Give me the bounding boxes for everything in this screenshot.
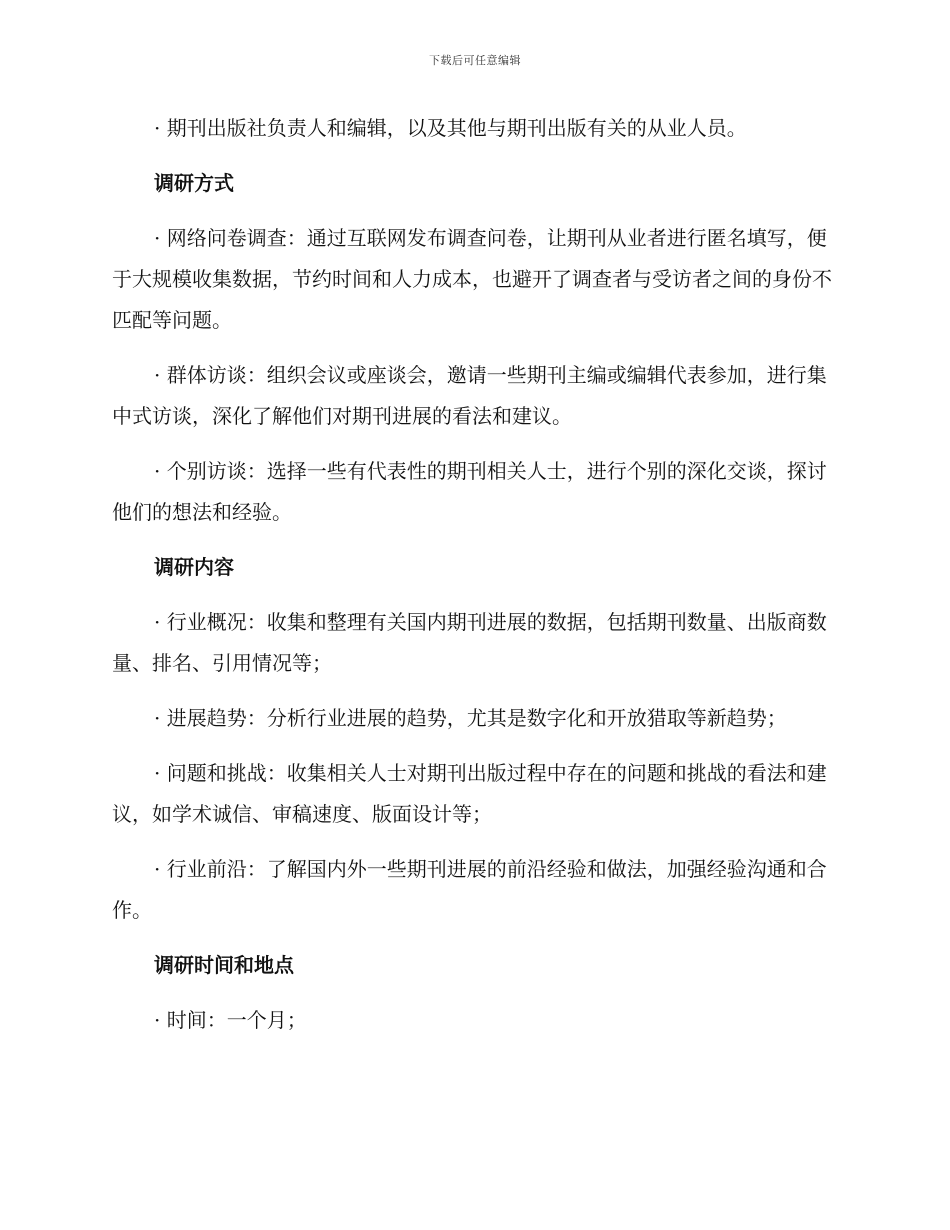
spacer	[112, 739, 832, 753]
paragraph-problems-challenges: · 问题和挑战：收集相关人士对期刊出版过程中存在的问题和挑战的看法和建议，如学术诚信、审稿速度、版面设计等；	[112, 761, 827, 826]
spacer	[112, 204, 832, 218]
paragraph-individual-interview: · 个别访谈：选择一些有代表性的期刊相关人士，进行个别的深化交谈，探讨他们的想法和经验。	[112, 459, 827, 524]
paragraph-target-personnel: · 期刊出版社负责人和编辑，以及其他与期刊出版有关的从业人员。	[154, 116, 747, 140]
paragraph-time: · 时间：一个月；	[154, 1008, 307, 1032]
spacer	[112, 533, 832, 547]
paragraph-group-interview: · 群体访谈：组织会议或座谈会，邀请一些期刊主编或编辑代表参加，进行集中式访谈，深化了解他们对期刊进展的看法和建议。	[112, 363, 827, 428]
spacer	[112, 149, 832, 163]
spacer	[112, 835, 832, 849]
spacer	[112, 437, 832, 451]
heading-time-and-place: 调研时间和地点	[154, 953, 294, 977]
page-header: 下载后可任意编辑	[429, 54, 521, 67]
heading-research-methods: 调研方式	[154, 171, 234, 195]
spacer	[112, 931, 832, 945]
heading-research-content: 调研内容	[154, 555, 234, 579]
spacer	[112, 588, 832, 602]
spacer	[112, 684, 832, 698]
spacer	[112, 986, 832, 1000]
document-body	[112, 108, 832, 1041]
spacer	[112, 341, 832, 355]
paragraph-industry-overview: · 行业概况：收集和整理有关国内期刊进展的数据，包括期刊数量、出版商数量、排名、引用情况等；	[112, 610, 827, 675]
paragraph-online-survey: · 网络问卷调查：通过互联网发布调查问卷，让期刊从业者进行匿名填写，便于大规模收集数据，节约时间和人力成本，也避开了调查者与受访者之间的身份不匹配等问题。	[112, 226, 832, 332]
paragraph-industry-frontier: · 行业前沿：了解国内外一些期刊进展的前沿经验和做法，加强经验沟通和合作。	[112, 857, 827, 922]
paragraph-development-trends: · 进展趋势：分析行业进展的趋势，尤其是数字化和开放猎取等新趋势；	[154, 706, 787, 730]
